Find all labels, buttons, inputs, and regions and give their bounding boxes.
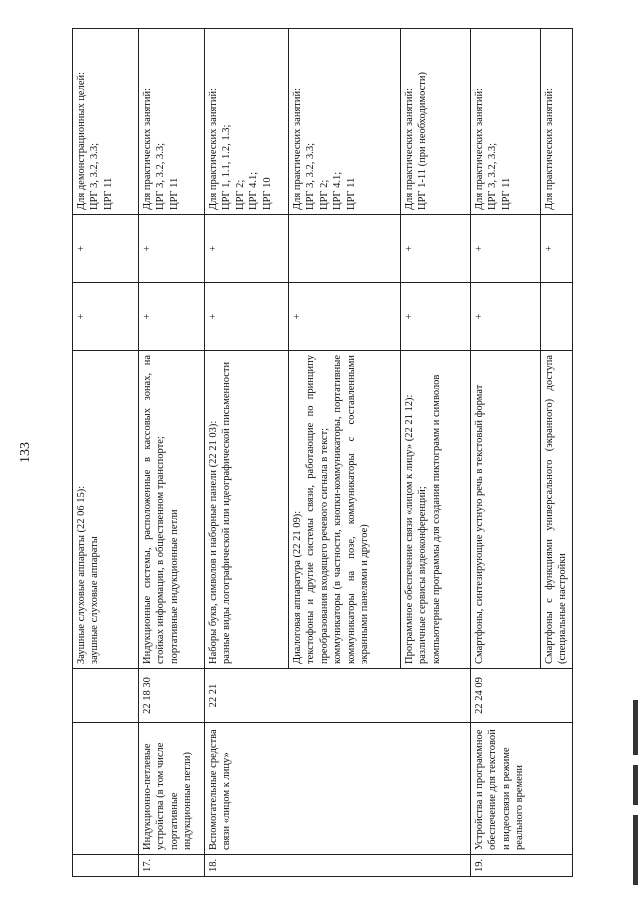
device-name: Вспомогательные средства связи «лицом к лицу» [205,723,471,855]
device-code [73,669,139,723]
device-examples: Программное обеспечение связи «лицом к лицу» (22 21 12): различные сервисы видеоконференций; компьютерные программы для создания пиктограмм и символов [401,351,471,669]
purpose-text: Для практических занятий: ЦРГ 1, 1.1, 1.2, 1.3; ЦРГ 2; ЦРГ 4.1; ЦРГ 10 [205,29,289,215]
row-number: 18. [205,855,471,877]
row-number: 19. [471,855,573,877]
mark-column-5: + [139,283,205,351]
mark-column-5 [541,283,573,351]
device-name: Индукционно-петлевые устройства (в том числе портативные индукционные петли) [139,723,205,855]
mark-column-5: + [73,283,139,351]
mark-column-5: + [205,283,289,351]
mark-column-5: + [289,283,401,351]
mark-column-5: + [471,283,541,351]
mark-column-6: + [541,215,573,283]
mark-column-5: + [401,283,471,351]
purpose-text: Для практических занятий: ЦРГ 3, 3.2, 3.3; ЦРГ 11 [139,29,205,215]
mark-column-6: + [139,215,205,283]
equipment-table [72,28,573,877]
device-code: 22 24 09 [471,669,573,723]
device-examples: Смартфоны, синтезирующие устную речь в текстовый формат [471,351,541,669]
device-code: 22 21 [205,669,471,723]
purpose-text: Для демонстрационных целей: ЦРГ 3, 3.2, 3.3; ЦРГ 11 [73,29,139,215]
table-row [73,29,139,877]
scan-edge-marks [630,0,640,905]
device-examples: Наборы букв, символов и наборные панели (22 21 03): разные виды логографической или идеографической письменности [205,351,289,669]
device-examples: Индукционные системы, расположенные в кассовых зонах, на стойках информации, в общественном транспорте; портативные индукционные петли [139,351,205,669]
device-examples: Смартфоны с функциями универсального (экранного) доступа (специальные настройки [541,351,573,669]
mark-column-6 [289,215,401,283]
table-row [139,29,205,877]
purpose-text: Для практических занятий: ЦРГ 1-11 (при необходимости) [401,29,471,215]
row-number: 17. [139,855,205,877]
purpose-text: Для практических занятий: ЦРГ 3, 3.2, 3.3; ЦРГ 2; ЦРГ 4.1; ЦРГ 11 [289,29,401,215]
device-code: 22 18 30 [139,669,205,723]
device-examples: Диалоговая аппаратура (22 21 09): текстофоны и другие системы связи, работающие по принципу преобразования входящего речевого сигнала в текст; коммуникаторы (в частности, кнопки-коммуникаторы, портативные коммуникаторы на позе, коммуникаторы с составленными экранными панелями и другое) [289,351,401,669]
mark-column-6: + [401,215,471,283]
table-row [205,29,289,877]
mark-column-6: + [205,215,289,283]
row-number [73,855,139,877]
page-number: 133 [18,442,33,463]
mark-column-6: + [73,215,139,283]
mark-column-6: + [471,215,541,283]
purpose-text: Для практических занятий: ЦРГ 3, 3.2, 3.3; ЦРГ 11 [471,29,541,215]
purpose-text: Для практических занятий: [541,29,573,215]
device-examples: Заушные слуховые аппараты (22 06 15): заушные слуховые аппараты [73,351,139,669]
table-row [471,29,541,877]
device-name: Устройства и программное обеспечение для текстовой и видеосвязи в режиме реального времени [471,723,573,855]
device-name [73,723,139,855]
